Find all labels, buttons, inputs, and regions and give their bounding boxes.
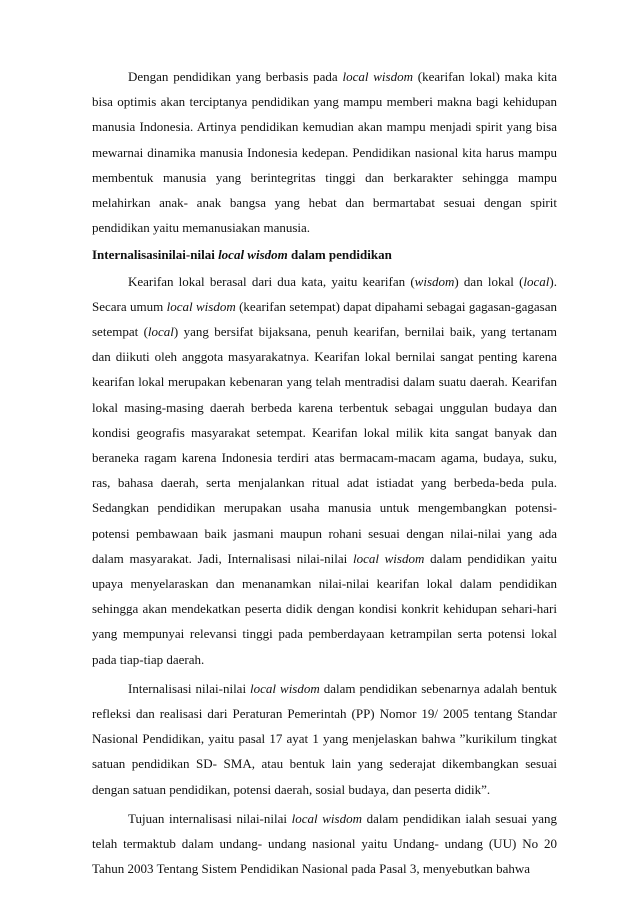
text-run: (kearifan setempat) dapat dipahami sebagai gagasan-gagasan setempat (: [92, 298, 557, 340]
text-run: dalam pendidikan ialah sesuai yang telah termaktub dalam undang- undang nasional yaitu Undang- undang (UU) No 20 Tahun 2003 Tentang Sistem Pendidikan Nasional pada Pasal 3, menyebutkan bahwa: [92, 810, 557, 877]
text-run: Internalisasi nilai-nilai: [128, 680, 251, 696]
text-run: (kearifan lokal) maka kita bisa optimis akan terciptanya pendidikan yang mampu memberi makna bagi kehidupan manusia Indonesia. Artinya pendidikan kemudian akan mampu menjadi spirit yang bisa mewarnai dinamika manusia Indonesia kedepan. Pendidikan nasional kita harus mampu membentuk manusia yang berintegritas tinggi dan berkarakter sehingga mampu melahirkan anak- anak bangsa yang hebat dan bermartabat sesuai dengan spirit pendidikan yaitu memanusiakan manusia.: [92, 69, 557, 236]
text-run: ) yang bersifat bijaksana, penuh kearifan, bernilai baik, yang tertanam dan diikuti oleh anggota masyarakatnya. Kearifan lokal bernilai sangat penting karena kearifan lokal merupakan kebenaran yang telah mentradisi dalam suatu daerah. Kearifan lokal masing-masing daerah berbeda karena terbentuk sebagai unggulan budaya dan kondisi geografis masyarakat setempat. Kearifan lokal milik kita sangat banyak dan beraneka ragam karena Indonesia terdiri atas bermacam-macam agama, budaya, suku, ras, bahasa daerah, serta menjalankan ritual adat istiadat yang berbeda-beda pula. Sedangkan pendidikan merupakan usaha manusia untuk mengembangkan potensi-potensi pembawaan baik jasmani maupun rohani sesuai dengan nilai-nilai yang ada dalam masyarakat. Jadi, Internalisasi nilai-nilai: [92, 324, 557, 566]
text-run: Dengan pendidikan yang berbasis pada: [128, 69, 343, 84]
section-heading: [92, 242, 557, 267]
italic-term: local wisdom: [166, 298, 236, 314]
heading-text: dalam pendidikan: [287, 247, 392, 263]
heading-text: Internalisasinilai-nilai: [92, 247, 219, 263]
text-run: Tujuan internalisasi nilai-nilai: [128, 810, 292, 826]
italic-term: local wisdom: [250, 680, 320, 696]
italic-term: local wisdom: [291, 810, 362, 826]
italic-term: local wisdom: [352, 550, 425, 566]
text-run: Kearifan lokal berasal dari dua kata, yaitu kearifan (: [128, 273, 415, 289]
text-run: ) dan lokal (: [454, 273, 524, 289]
body-paragraph: [92, 676, 557, 802]
body-paragraph: [92, 806, 557, 882]
italic-term: wisdom: [414, 273, 455, 289]
body-paragraph: [92, 269, 557, 672]
intro-paragraph: [92, 64, 557, 240]
text-run: dalam pendidikan sebenarnya adalah bentuk refleksi dan realisasi dari Peraturan Pemerintah (PP) Nomor 19/ 2005 tentang Standar Nasional Pendidikan, yaitu pasal 17 ayat 1 yang menjelaskan bahwa ”kurikilum tingkat satuan pendidikan SD- SMA, atau bentuk lain yang sederajat dikembangkan sesuai dengan satuan pendidikan, potensi daerah, sosial budaya, dan peserta didik”.: [92, 680, 557, 797]
italic-term: local: [523, 273, 550, 289]
italic-term: local wisdom: [342, 69, 413, 84]
italic-term: local: [147, 324, 174, 340]
heading-italic-term: local wisdom: [218, 247, 288, 263]
text-run: dalam pendidikan yaitu upaya menyelaraskan dan menanamkan nilai-nilai kearifan lokal dalam pendidikan sehingga akan mendekatkan peserta didik dengan kondisi konkrit kehidupan sehari-hari yang mempunyai relevansi tinggi pada pemberdayaan ketrampilan serta potensi lokal pada tiap-tiap daerah.: [92, 550, 557, 667]
text-run: ). Secara umum: [92, 273, 558, 314]
